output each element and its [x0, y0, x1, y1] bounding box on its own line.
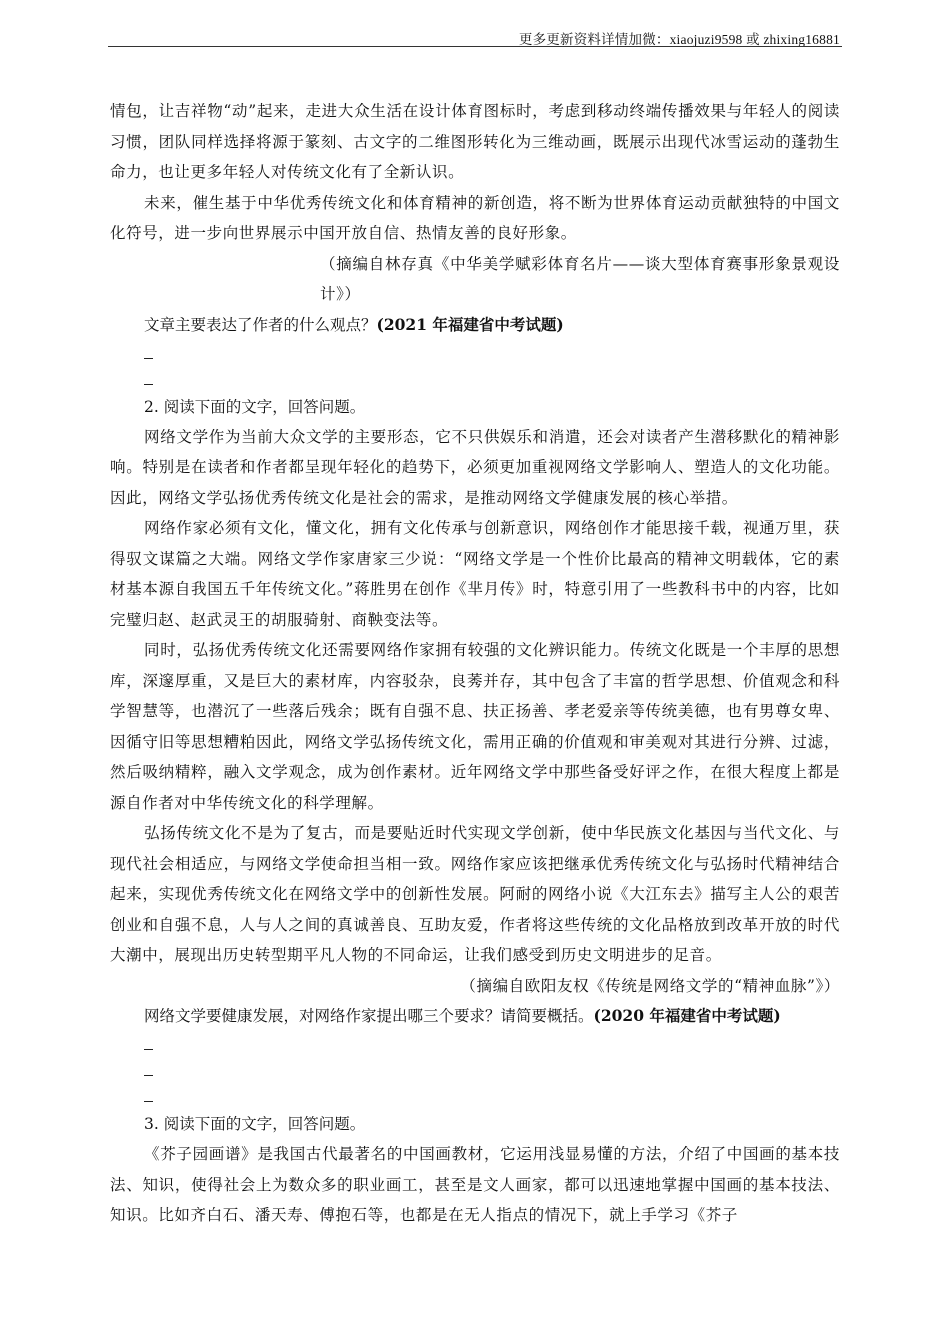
question-tag: (2020 年福建省中考试题)	[593, 1006, 781, 1025]
paragraph: 弘扬传统文化不是为了复古，而是要贴近时代实现文学创新，使中华民族文化基因与当代文化、与现代社会相适应，与网络文学使命担当相一致。网络作家应该把继承优秀传统文化与弘扬时代精神结合起来，实现优秀传统文化在网络文学中的创新性发展。阿耐的网络小说《大江东去》描写主人公的艰苦创业和自强不息，人与人之间的真诚善良、互助友爱，作者将这些传统的文化品格放到改革开放的时代大潮中，展现出历史转型期平凡人物的不同命运，让我们感受到历史文明进步的足音。	[110, 824, 840, 964]
section-heading: 3. 阅读下面的文字，回答问题。	[144, 1115, 366, 1133]
answer-blank[interactable]	[110, 1083, 840, 1109]
paragraph: 《芥子园画谱》是我国古代最著名的中国画教材，它运用浅显易懂的方法，介绍了中国画的基本技法、知识，使得社会上为数众多的职业画工，甚至是文人画家，都可以迅速地掌握中国画的基本技法、知识。比如齐白石、潘天寿、傅抱石等，也都是在无人指点的情况下，就上手学习《芥子	[110, 1145, 840, 1224]
source-citation: （摘编自林存真《中华美学赋彩体育名片——谈大型体育赛事形象景观设计》）	[320, 254, 840, 303]
question	[110, 310, 840, 340]
paragraph: 未来，催生基于中华优秀传统文化和体育精神的新创造，将不断为世界体育运动贡献独特的中国文化符号，进一步向世界展示中国开放自信、热情友善的良好形象。	[110, 193, 840, 242]
question-text: 文章主要表达了作者的什么观点？	[144, 315, 377, 334]
document-body	[110, 96, 840, 1231]
header-divider	[108, 46, 842, 47]
paragraph: 同时，弘扬优秀传统文化还需要网络作家拥有较强的文化辨识能力。传统文化既是一个丰厚的思想库，深邃厚重，又是巨大的素材库，内容驳杂，良莠并存，其中包含了丰富的哲学思想、价值观念和科学智慧等，也潜沉了一些落后残余；既有自强不息、扶正扬善、孝老爱亲等传统美德，也有男尊女卑、因循守旧等思想糟粕因此，网络文学弘扬传统文化，需用正确的价值观和审美观对其进行分辨、过滤，然后吸纳精粹，融入文学观念，成为创作素材。近年网络文学中那些备受好评之作，在很大程度上都是源自作者对中华传统文化的科学理解。	[110, 641, 840, 812]
paragraph: 网络作家必须有文化，懂文化，拥有文化传承与创新意识，网络创作才能思接千载，视通万里，获得驭文谋篇之大端。网络文学作家唐家三少说：“网络文学是一个性价比最高的精神文明载体，它的素材基本源自我国五千年传统文化。”蒋胜男在创作《芈月传》时，特意引用了一些教科书中的内容，比如完璧归赵、赵武灵王的胡服骑射、商鞅变法等。	[110, 519, 840, 629]
source-citation: （摘编自欧阳友权《传统是网络文学的“精神血脉”》）	[460, 976, 840, 995]
question	[110, 1001, 840, 1031]
page-header-text: 更多更新资料详情加微：xiaojuzi9598 或 zhixing16881	[518, 32, 840, 47]
question-text: 网络文学要健康发展，对网络作家提出哪三个要求？请简要概括。	[144, 1007, 594, 1025]
paragraph: 情包，让吉祥物“动”起来，走进大众生活在设计体育图标时，考虑到移动终端传播效果与年轻人的阅读习惯，团队同样选择将源于篆刻、古文字的二维图形转化为三维动画，既展示出现代冰雪运动的蓬勃生命力，也让更多年轻人对传统文化有了全新认识。	[110, 102, 840, 181]
answer-blank[interactable]	[110, 1031, 840, 1057]
answer-blank[interactable]	[110, 340, 840, 366]
question-tag: (2021 年福建省中考试题)	[376, 314, 564, 334]
answer-blank[interactable]	[110, 366, 840, 392]
paragraph: 网络文学作为当前大众文学的主要形态，它不只供娱乐和消遣，还会对读者产生潜移默化的精神影响。特别是在读者和作者都呈现年轻化的趋势下，必须更加重视网络文学影响人、塑造人的文化功能。因此，网络文学弘扬优秀传统文化是社会的需求，是推动网络文学健康发展的核心举措。	[110, 427, 840, 507]
section-heading: 2. 阅读下面的文字，回答问题。	[144, 397, 366, 416]
answer-blank[interactable]	[110, 1057, 840, 1083]
